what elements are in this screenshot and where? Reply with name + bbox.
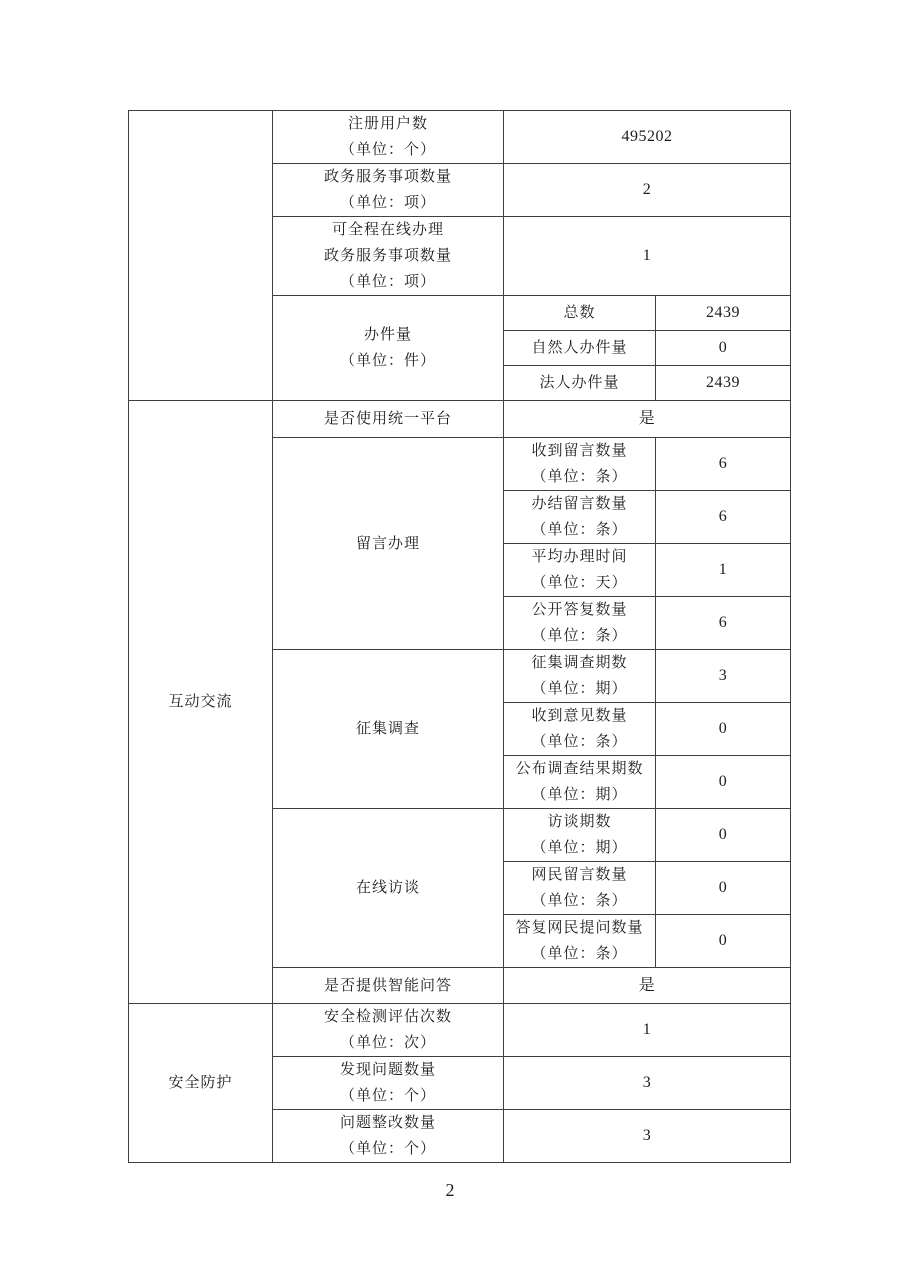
value-cell [504,217,791,296]
sub-item-label-cell [504,491,656,544]
sub-item-label-line: 征集调查期数 [531,655,628,671]
value-text: 2439 [706,304,740,321]
sub-item-label-line: 访谈期数 [547,814,612,830]
value-text: 6 [718,455,728,472]
item-label-line: 是否提供智能问答 [323,977,452,994]
category-label: 互动交流 [168,694,233,710]
item-label-cell [273,809,504,968]
item-label-line: （单位：项） [339,195,436,211]
sub-item-label-cell [504,809,656,862]
item-label-cell [273,296,504,401]
item-label-line: （单位：个） [339,1141,436,1157]
sub-item-label-line: （单位：条） [531,946,628,962]
sub-item-label-cell [504,331,656,366]
value-cell [656,366,791,401]
value-text: 1 [642,247,652,264]
table-row [129,401,791,438]
table-row [129,111,791,164]
sub-item-label-line: （单位：期） [531,681,628,697]
value-cell [504,1004,791,1057]
value-cell [504,1057,791,1110]
sub-item-label-line: 平均办理时间 [531,549,628,565]
value-cell [656,756,791,809]
value-cell [504,401,791,438]
item-label-line: 在线访谈 [355,880,420,896]
value-cell [656,331,791,366]
sub-item-label-line: 公开答复数量 [531,602,628,618]
category-cell [129,111,273,401]
value-text: 1 [642,1021,652,1038]
value-text: 2 [642,181,652,198]
sub-item-label-line: 自然人办件量 [531,340,628,356]
sub-item-label-line: （单位：条） [531,893,628,909]
item-label-cell [273,1004,504,1057]
value-text: 3 [718,667,728,684]
sub-item-label-line: （单位：天） [531,575,628,591]
item-label-line: 留言办理 [355,535,420,552]
value-cell [656,703,791,756]
item-label-cell [273,1057,504,1110]
item-label-line: 注册用户数 [347,116,428,132]
sub-item-label-cell [504,366,656,401]
value-text: 0 [718,879,728,896]
report-table-body [129,111,791,1163]
value-text: 0 [718,932,728,949]
item-label-line: 是否使用统一平台 [323,411,452,427]
value-cell [656,650,791,703]
category-label: 安全防护 [168,1075,233,1091]
sub-item-label-cell [504,915,656,968]
sub-item-label-cell [504,650,656,703]
sub-item-label-line: 公布调查结果期数 [515,761,644,777]
value-text: 0 [718,826,728,843]
sub-item-label-line: 收到意见数量 [531,708,628,724]
sub-item-label-line: 办结留言数量 [531,496,628,512]
item-label-line: 办件量 [363,327,412,343]
value-text: 0 [718,720,728,737]
value-cell [504,1110,791,1163]
sub-item-label-cell [504,296,656,331]
item-label-line: 政务服务事项数量 [323,169,452,185]
value-cell [504,968,791,1004]
value-text: 3 [642,1127,652,1144]
sub-item-label-line: 网民留言数量 [531,867,628,883]
value-cell [656,544,791,597]
value-cell [656,915,791,968]
item-label-cell [273,401,504,438]
value-cell [656,438,791,491]
value-text: 2439 [706,374,740,391]
sub-item-label-line: 总数 [563,305,596,321]
item-label-line: （单位：项） [339,274,436,290]
value-text: 是 [638,410,656,427]
item-label-line: 安全检测评估次数 [323,1009,452,1025]
item-label-line: （单位：次） [339,1035,436,1051]
sub-item-label-cell [504,438,656,491]
value-cell [656,597,791,650]
value-text: 1 [718,561,728,578]
item-label-cell [273,111,504,164]
sub-item-label-line: （单位：条） [531,522,628,538]
item-label-line: （单位：个） [339,142,436,158]
item-label-line: 政务服务事项数量 [323,248,452,264]
sub-item-label-line: 收到留言数量 [531,443,628,459]
item-label-line: 可全程在线办理 [331,222,444,238]
value-cell [504,111,791,164]
item-label-line: （单位：件） [339,353,436,369]
value-text: 0 [718,339,728,356]
item-label-cell [273,164,504,217]
item-label-line: 发现问题数量 [339,1062,436,1078]
sub-item-label-cell [504,544,656,597]
item-label-cell [273,968,504,1004]
value-cell [656,491,791,544]
item-label-line: 征集调查 [355,721,420,737]
sub-item-label-line: （单位：条） [531,734,628,750]
item-label-cell [273,650,504,809]
sub-item-label-cell [504,862,656,915]
category-cell [129,1004,273,1163]
value-text: 6 [718,614,728,631]
value-text: 3 [642,1074,652,1091]
sub-item-label-line: （单位：期） [531,787,628,803]
sub-item-label-cell [504,756,656,809]
item-label-cell [273,217,504,296]
value-text: 0 [718,773,728,790]
sub-item-label-cell [504,703,656,756]
sub-item-label-line: （单位：条） [531,628,628,644]
value-text: 495202 [621,128,673,145]
sub-item-label-line: （单位：期） [531,840,628,856]
sub-item-label-cell [504,597,656,650]
value-cell [656,809,791,862]
value-cell [656,296,791,331]
sub-item-label-line: （单位：条） [531,469,628,485]
item-label-line: 问题整改数量 [339,1115,436,1131]
value-text: 是 [638,976,656,994]
item-label-cell [273,1110,504,1163]
sub-item-label-line: 答复网民提问数量 [515,920,644,936]
value-cell [656,862,791,915]
page-number: 2 [445,1180,455,1200]
value-cell [504,164,791,217]
sub-item-label-line: 法人办件量 [539,375,620,391]
table-row [129,1004,791,1057]
report-table [128,110,791,1163]
category-cell [129,401,273,1004]
item-label-line: （单位：个） [339,1088,436,1104]
item-label-cell [273,438,504,650]
value-text: 6 [718,508,728,525]
